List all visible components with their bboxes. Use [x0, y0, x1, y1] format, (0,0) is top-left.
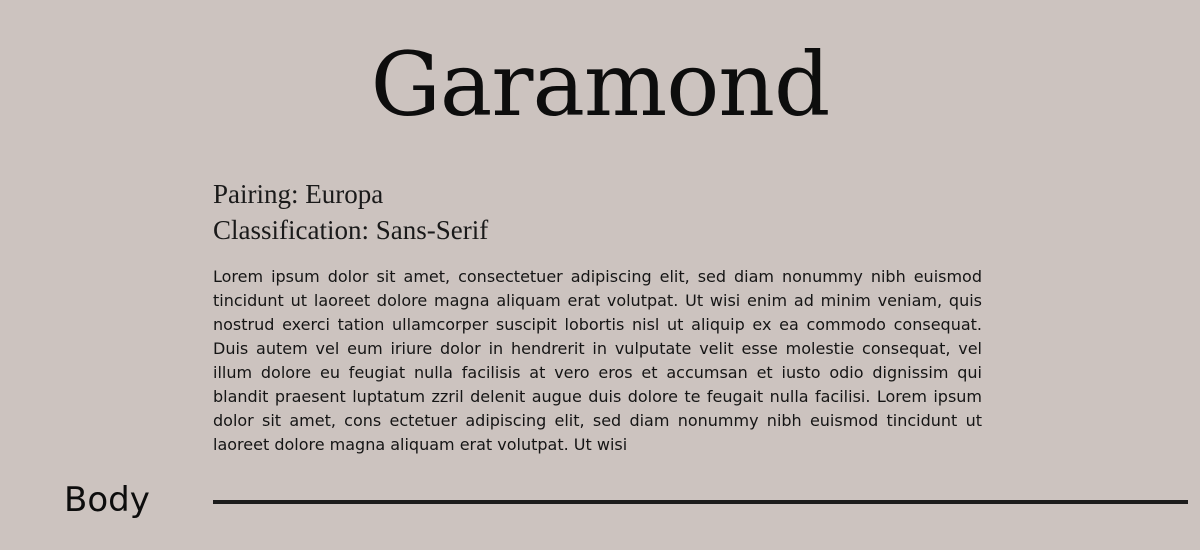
pairing-text: Pairing: Europa: [213, 179, 384, 209]
divider-rule: [213, 500, 1188, 504]
classification-text: Classification: Sans-Serif: [213, 215, 489, 245]
font-meta: [213, 176, 488, 248]
font-title: Garamond: [370, 33, 830, 136]
sample-body-text: Lorem ipsum dolor sit amet, consectetuer adipiscing elit, sed diam nonummy nibh euismod tincidunt ut laoreet dolore magna aliquam erat volutpat. Ut wisi enim ad minim veniam, quis nostrud exerci tation ullamcorper suscipit lobortis nisl ut aliquip ex ea commodo consequat. Duis autem vel eum iriure dolor in hendrerit in vulputate velit esse molestie consequat, vel illum dolore eu feugiat nulla facilisis at vero eros et accumsan et iusto odio dignissim qui blandit praesent luptatum zzril delenit augue duis dolore te feugait nulla facilisi. Lorem ipsum dolor sit amet, cons ectetuer adipiscing elit, sed diam nonummy nibh euismod tincidunt ut laoreet dolore magna aliquam erat volutpat. Ut wisi: [213, 267, 982, 454]
section-label: Body: [64, 480, 150, 520]
